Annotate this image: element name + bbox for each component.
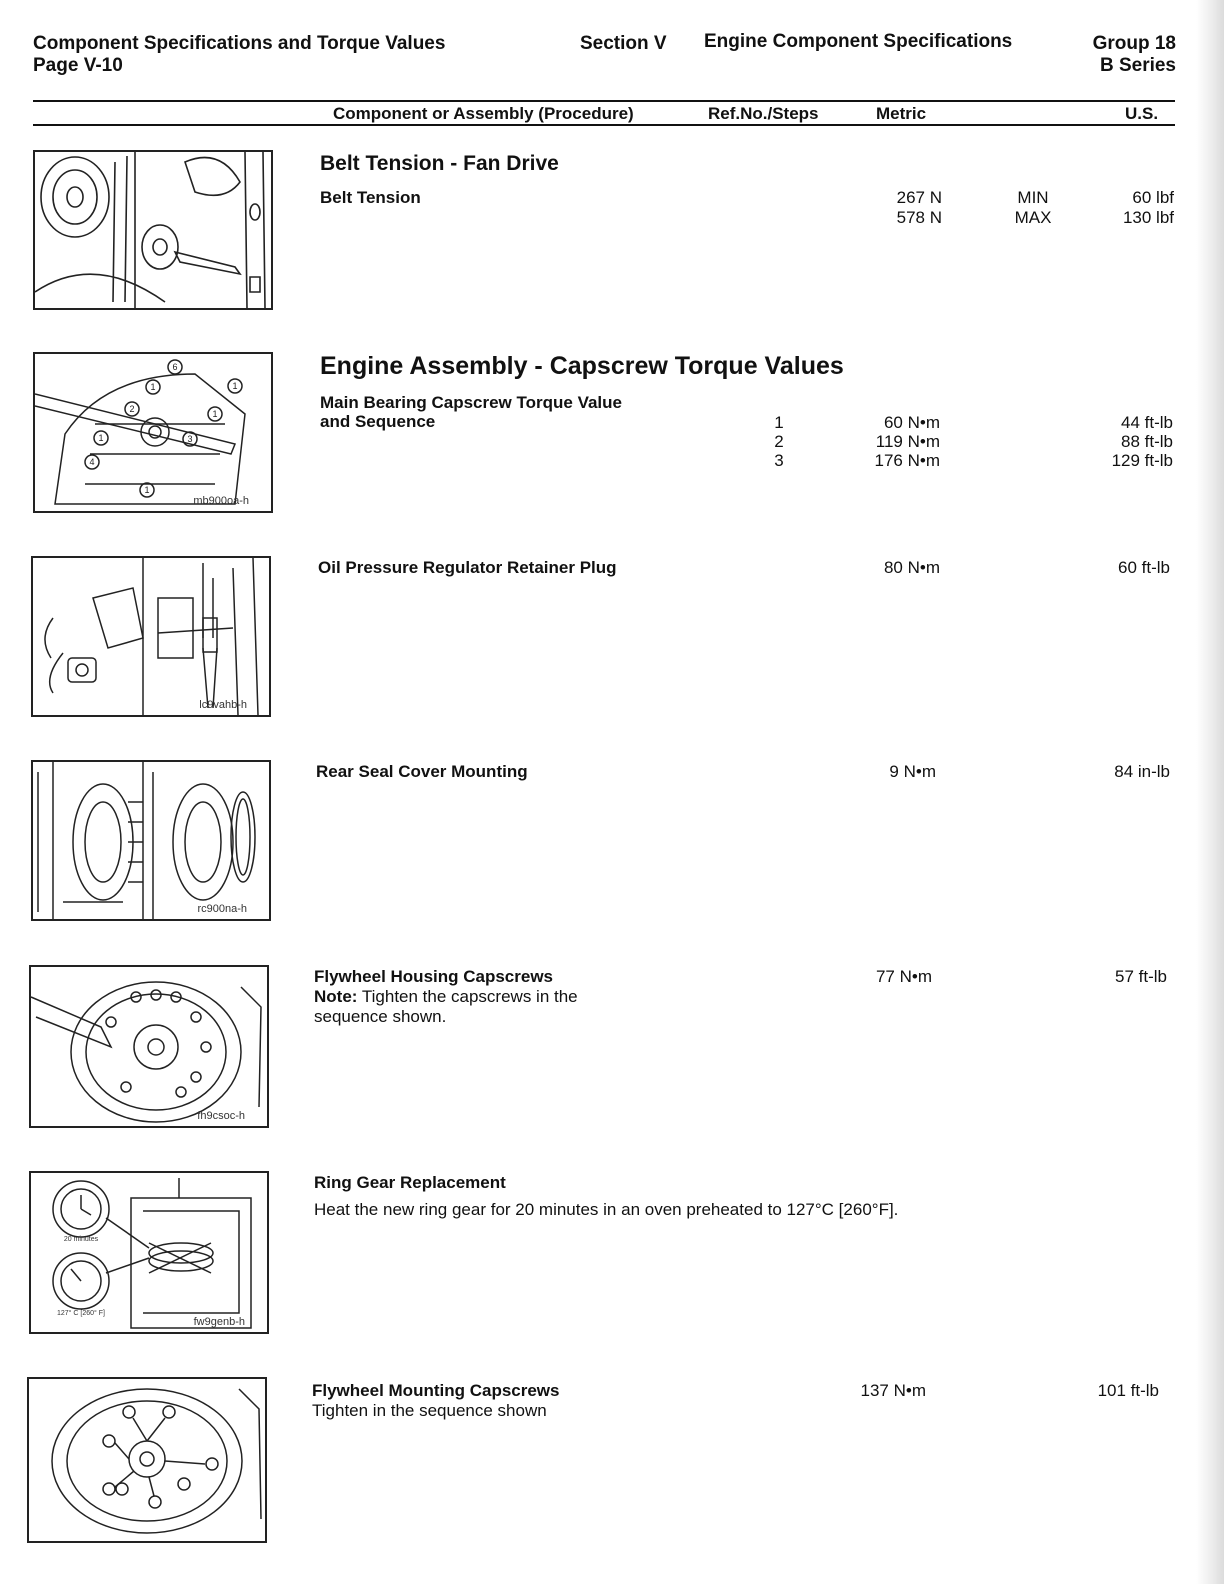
engine-section-title: Engine Assembly - Capscrew Torque Values — [320, 352, 844, 380]
flywheel-housing-figure-tag: fh9csoc-h — [197, 1110, 245, 1122]
flywheel-housing-label: Flywheel Housing Capscrews — [314, 967, 554, 986]
oil-regulator-label: Oil Pressure Regulator Retainer Plug — [318, 558, 617, 577]
belt-tension-label: Belt Tension — [320, 188, 421, 207]
rear-seal-illustration — [33, 762, 269, 919]
belt-drive-illustration — [35, 152, 271, 308]
step-3-metric: 176 N•m — [874, 451, 940, 470]
flywheel-mounting-metric: 137 N•m — [860, 1381, 926, 1400]
oil-regulator-illustration — [33, 558, 269, 715]
col-metric: Metric — [876, 104, 927, 123]
belt-section-title: Belt Tension - Fan Drive — [320, 152, 559, 175]
main-bearing-figure — [33, 352, 273, 513]
svg-text:1: 1 — [144, 485, 150, 495]
belt-max-metric: 578 N — [896, 208, 942, 227]
page-number: Page V-10 — [33, 55, 123, 76]
svg-text:1: 1 — [212, 409, 218, 419]
flywheel-mounting-label: Flywheel Mounting Capscrews — [312, 1381, 560, 1400]
rear-seal-us: 84 in-lb — [1114, 762, 1170, 781]
section-number: Section V — [580, 33, 667, 54]
belt-min-metric: 267 N — [896, 188, 942, 207]
col-component: Component or Assembly (Procedure) — [333, 104, 634, 123]
note-label: Note: — [314, 987, 358, 1006]
oil-regulator-metric: 80 N•m — [883, 558, 940, 577]
ring-gear-label: Ring Gear Replacement — [314, 1173, 506, 1192]
rear-seal-figure — [31, 760, 271, 921]
scan-edge-shadow — [1196, 0, 1224, 1584]
svg-text:1: 1 — [150, 382, 156, 392]
step-1-metric: 60 N•m — [883, 413, 940, 432]
step-3-us: 129 ft-lb — [1111, 451, 1173, 470]
flywheel-mounting-instruction: Tighten in the sequence shown — [312, 1401, 547, 1420]
belt-min-tag: MIN — [1017, 188, 1049, 207]
flywheel-mounting-figure — [27, 1377, 267, 1543]
flywheel-housing-note — [314, 987, 578, 1007]
col-ref: Ref.No./Steps — [708, 104, 819, 123]
svg-text:3: 3 — [187, 434, 193, 444]
belt-max-tag: MAX — [1014, 208, 1052, 227]
svg-text:6: 6 — [172, 362, 178, 372]
step-2-us: 88 ft-lb — [1121, 432, 1173, 451]
ring-gear-figure — [29, 1171, 269, 1334]
belt-min-us: 60 lbf — [1132, 188, 1174, 207]
belt-drive-figure — [33, 150, 273, 310]
ring-gear-instruction: Heat the new ring gear for 20 minutes in an oven preheated to 127°C [260°F]. — [314, 1200, 899, 1219]
main-bearing-label-1: Main Bearing Capscrew Torque Value — [320, 393, 622, 412]
step-2-metric: 119 N•m — [875, 432, 940, 451]
main-bearing-figure-tag: mb900oa-h — [193, 495, 249, 507]
step-2-number: 2 — [774, 432, 784, 451]
ring-gear-figure-tag: fw9genb-h — [193, 1316, 245, 1328]
step-1-us: 44 ft-lb — [1121, 413, 1173, 432]
oil-regulator-figure — [31, 556, 271, 717]
group-number: Group 18 — [1092, 33, 1176, 54]
ring-gear-illustration — [31, 1173, 267, 1332]
clock-label: 20 minutes — [63, 1236, 99, 1243]
oil-regulator-figure-tag: lc9vahb-h — [199, 699, 247, 711]
header-rule-bottom — [33, 124, 1175, 126]
rear-seal-figure-tag: rc900na-h — [197, 903, 247, 915]
doc-title: Component Specifications and Torque Values — [33, 33, 446, 54]
flywheel-mounting-illustration — [29, 1379, 265, 1541]
belt-max-us: 130 lbf — [1122, 208, 1174, 227]
note-text-line2: sequence shown. — [314, 1007, 447, 1026]
flywheel-housing-figure — [29, 965, 269, 1128]
svg-text:1: 1 — [232, 381, 238, 391]
gauge-label: 127° C [260° F] — [56, 1310, 105, 1317]
series-name: B Series — [1099, 55, 1176, 76]
note-text-line1: Tighten the capscrews in the — [361, 987, 578, 1006]
main-bearing-label-2: and Sequence — [320, 412, 436, 431]
flywheel-housing-us: 57 ft-lb — [1115, 967, 1167, 986]
header-rule-top — [33, 100, 1175, 102]
svg-text:4: 4 — [89, 457, 95, 467]
flywheel-mounting-us: 101 ft-lb — [1097, 1381, 1159, 1400]
oil-regulator-us: 60 ft-lb — [1118, 558, 1170, 577]
main-bearing-illustration — [35, 354, 271, 511]
section-title: Engine Component Specifications — [704, 31, 1013, 52]
step-3-number: 3 — [774, 451, 784, 470]
rear-seal-metric: 9 N•m — [889, 762, 936, 781]
svg-text:2: 2 — [129, 404, 135, 414]
flywheel-housing-illustration — [31, 967, 267, 1126]
flywheel-housing-metric: 77 N•m — [875, 967, 932, 986]
svg-text:1: 1 — [98, 433, 104, 443]
col-us: U.S. — [1125, 104, 1159, 123]
rear-seal-label: Rear Seal Cover Mounting — [316, 762, 528, 781]
step-1-number: 1 — [774, 413, 784, 432]
